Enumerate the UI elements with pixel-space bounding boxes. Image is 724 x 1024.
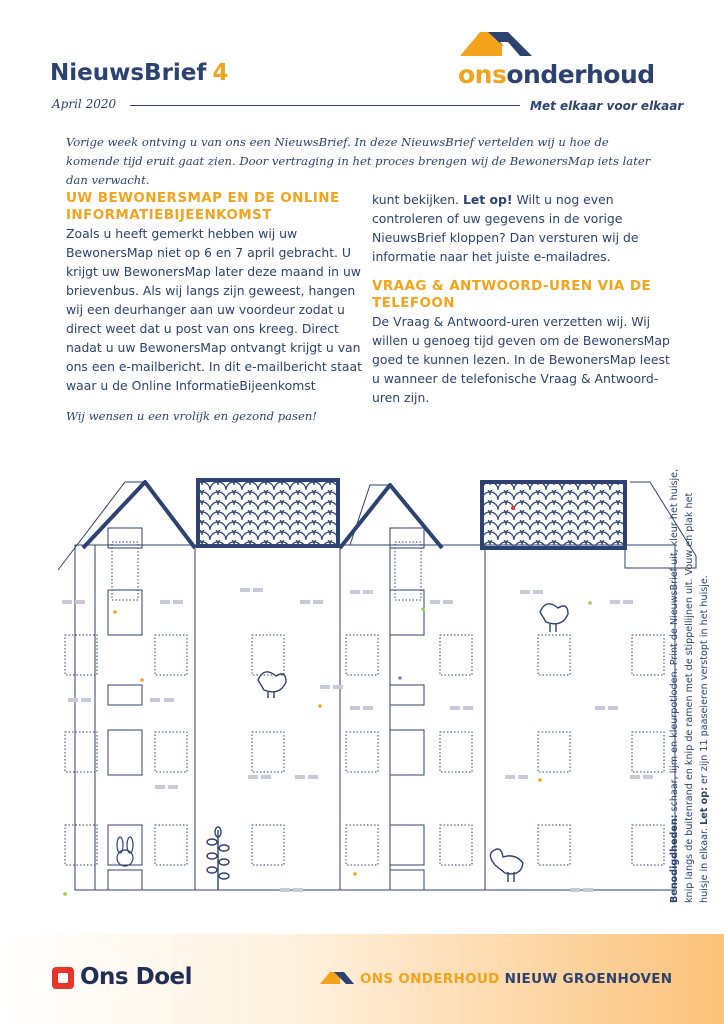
cont-text-after: Wilt u nog even controleren of uw gegevens in de vorige NieuwsBrief kloppen? Dan versturen wij de informatie naar het juiste e-mailadres.	[372, 192, 639, 264]
footer-project-part1: ONS ONDERHOUD	[360, 971, 500, 987]
title-text: NieuwsBrief	[50, 60, 207, 86]
newsletter-title	[50, 60, 228, 86]
brand-logo	[458, 60, 655, 89]
section2-body: De Vraag & Antwoord-uren verzetten wij. Wij willen u genoeg tijd geven om de BewonersMap goed te kunnen lezen. In de BewonersMap leest u wanneer de telefonische Vraag & Antwoord-uren zijn.	[372, 314, 670, 405]
cont-text-before: kunt bekijken.	[372, 192, 463, 207]
cont-let-op: Let op!	[462, 192, 513, 207]
article-column-left	[66, 190, 366, 395]
header-divider	[130, 105, 520, 106]
section1-heading: UW BEWONERSMAP EN DE ONLINE INFORMATIEBIJEENKOMST	[66, 190, 340, 223]
partner-logo-text: Ons Doel	[80, 964, 192, 990]
instructions-text: schaar, lijm en kleurpotloden. Print de NieuwsBrief uit, kleur het huisje, knip langs de buitenrand en knip de ramen met de stippellijnen uit. Vouw en plak het huisje in elkaar.	[669, 468, 710, 903]
article-column-right	[372, 190, 672, 407]
egg-note-label: Let op:	[699, 787, 710, 825]
footer-project-name	[360, 971, 672, 987]
issue-date: April 2020	[52, 97, 117, 111]
roof-logo-icon	[458, 28, 534, 58]
logo-part-ons: ons	[458, 60, 507, 89]
section2-heading: VRAAG & ANTWOORD-UREN VIA DE TELEFOON	[372, 278, 652, 311]
ons-doel-logo-icon	[52, 967, 74, 989]
egg-note-text: er zijn 11 paaseieren verstopt in het huisje.	[699, 575, 710, 788]
instructions-label: Benodigdheden:	[669, 814, 680, 903]
logo-part-onderhoud: onderhoud	[506, 60, 655, 89]
section1-continuation	[372, 190, 672, 266]
easter-wish: Wij wensen u een vrolijk en gezond pasen!	[66, 409, 317, 423]
intro-paragraph: Vorige week ontving u van ons een NieuwsBrief. In deze NieuwsBrief vertelden wij u hoe de komende tijd eruit gaat zien. Door vertraging in het proces brengen wij de BewonersMap iets later dan verwacht.	[66, 135, 651, 187]
footer-roof-icon	[320, 971, 354, 985]
section1-body: Zoals u heeft gemerkt hebben wij uw BewonersMap niet op 6 en 7 april gebracht. U krijgt uw BewonersMap later deze maand in uw brievenbus. Als wij langs zijn geweest, hangen wij een deurhanger aan uw voordeur zodat u direct weet dat u post van ons kreeg. Direct nadat u uw BewonersMap ontvangt krijgt u van ons een e-mailbericht. In dit e-mailbericht staat waar u de Online InformatieBijeenkomst	[66, 226, 362, 393]
brand-tagline: Met elkaar voor elkaar	[530, 99, 684, 113]
craft-instructions-note	[667, 463, 724, 903]
craft-house-illustration	[50, 470, 700, 910]
issue-number: 4	[212, 60, 229, 86]
footer-project-part2: NIEUW GROENHOVEN	[504, 971, 673, 987]
